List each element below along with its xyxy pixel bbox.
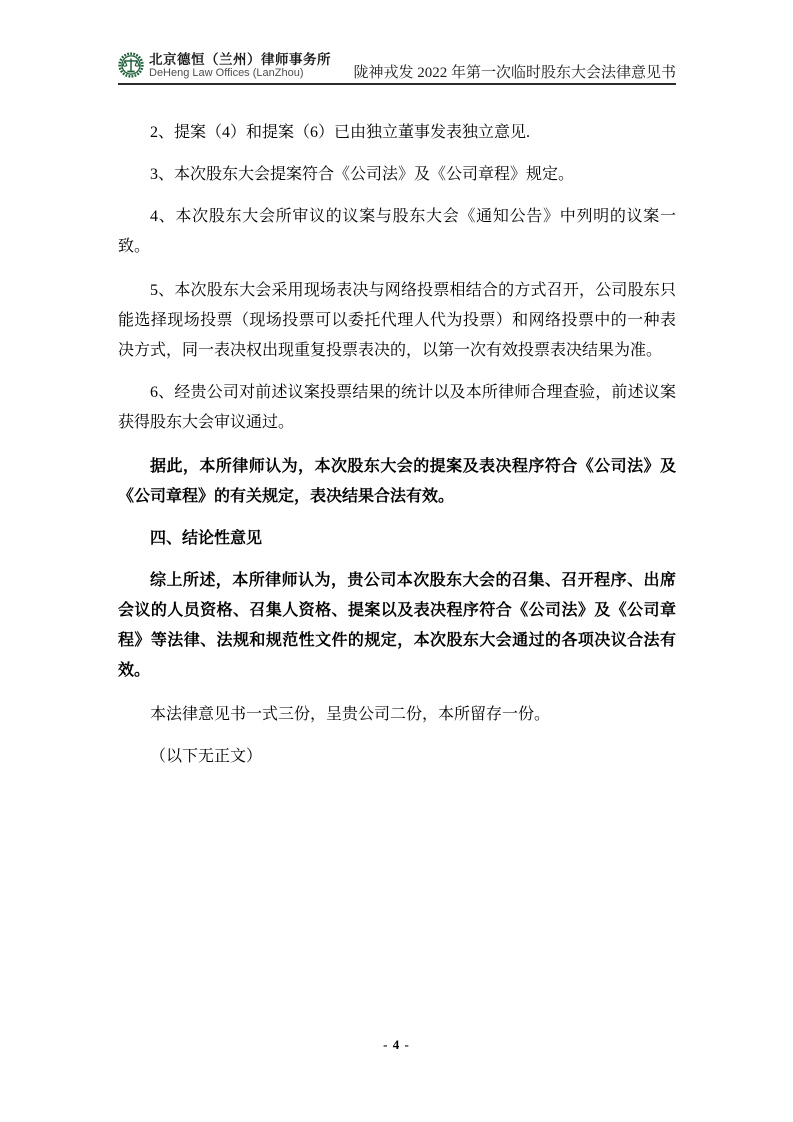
firm-name-en: DeHeng Law Offices (LanZhou) xyxy=(149,67,304,79)
scales-of-justice-seal-icon xyxy=(118,52,144,78)
page-footer xyxy=(0,1036,793,1054)
section-heading-conclusive-opinion: 四、结论性意见 xyxy=(150,530,263,547)
document-body xyxy=(118,118,676,784)
final-opinion-paragraph: 综上所述，本所律师认为，贵公司本次股东大会的召集、召开程序、出席会议的人员资格、召集人资格、提案以及表决程序符合《公司法》及《公司章程》等法律、法规和规范性文件的规定，本次股东大会通过的各项决议合法有效。 xyxy=(118,572,676,679)
law-firm-identity xyxy=(118,52,331,80)
no-more-text-note: （以下无正文） xyxy=(150,748,263,765)
firm-names xyxy=(149,52,331,80)
paragraph-item-6: 6、经贵公司对前述议案投票结果的统计以及本所律师合理查验，前述议案获得股东大会审议通过。 xyxy=(118,384,676,431)
document-title: 陇神戎发 2022 年第一次临时股东大会法律意见书 xyxy=(353,65,676,81)
firm-name-zh: 北京德恒（兰州）律师事务所 xyxy=(149,52,331,67)
copies-statement: 本法律意见书一式三份，呈贵公司二份，本所留存一份。 xyxy=(150,706,551,723)
conclusion-statement: 据此，本所律师认为，本次股东大会的提案及表决程序符合《公司法》及《公司章程》的有关规定，表决结果合法有效。 xyxy=(118,458,676,505)
paragraph-item-5: 5、本次股东大会采用现场表决与网络投票相结合的方式召开，公司股东只能选择现场投票（现场投票可以委托代理人代为投票）和网络投票中的一种表决方式，同一表决权出现重复投票表决的，以第一次有效投票表决结果为准。 xyxy=(118,282,676,359)
page-header xyxy=(118,52,676,85)
page-number: - 4 - xyxy=(383,1037,410,1052)
paragraph-item-3: 3、本次股东大会提案符合《公司法》及《公司章程》规定。 xyxy=(150,166,575,183)
paragraph-item-4: 4、本次股东大会所审议的议案与股东大会《通知公告》中列明的议案一致。 xyxy=(118,208,676,255)
paragraph-item-2: 2、提案（4）和提案（6）已由独立董事发表独立意见. xyxy=(150,124,531,141)
